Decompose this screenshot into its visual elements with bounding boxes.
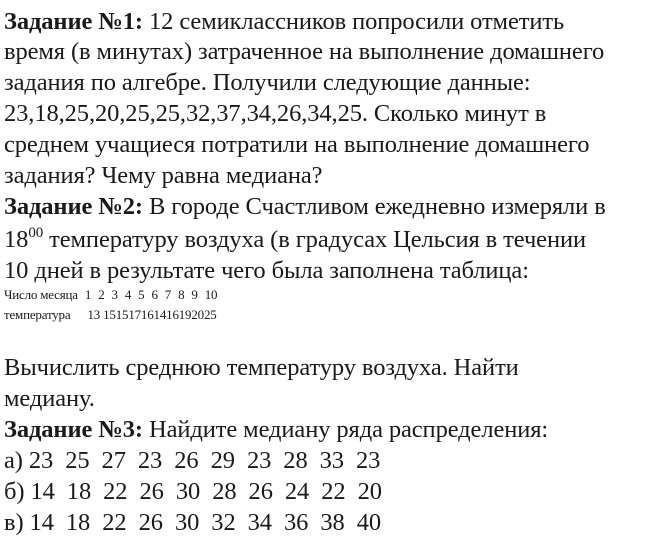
table-row-days-label: Число месяца — [4, 287, 78, 302]
task3-text-1: Найдите медиану ряда распределения: — [143, 416, 549, 443]
table-cell: 15 — [115, 307, 129, 322]
task2-text-1: В городе Счастливом ежедневно измеряли в — [143, 193, 606, 220]
table-cell: 17 — [128, 307, 141, 322]
task2-line-2 — [4, 226, 586, 257]
table-cell: 15 — [103, 307, 116, 322]
table-cell: 13 — [87, 307, 101, 322]
task1-line-6: задания? Чему равна медиана? — [4, 162, 323, 189]
table-cell: 10 — [204, 287, 218, 302]
task1-line-2: время (в минутах) затраченное на выполнение домашнего — [4, 38, 605, 65]
table-cell: 2 — [98, 287, 105, 302]
table-cell: 3 — [111, 287, 118, 302]
table-cell: 6 — [151, 287, 158, 302]
task2-time-base: 18 — [4, 226, 29, 253]
task3-line-1 — [4, 416, 548, 444]
table-cell: 9 — [191, 287, 198, 302]
table-cell: 20 — [191, 307, 204, 322]
task3-row-a: а) 23 25 27 23 26 29 23 28 33 23 — [4, 447, 381, 474]
task2-question-1: Вычислить среднюю температуру воздуха. Найти — [4, 354, 519, 381]
table-row-temps-values — [87, 307, 216, 322]
task1-line-4: 23,18,25,20,25,25,32,37,34,26,34,25. Сколько минут в — [4, 100, 547, 127]
table-cell: 16 — [166, 307, 179, 322]
table-row-days-values — [85, 287, 224, 302]
table-cell: 5 — [138, 287, 145, 302]
task3-row-c: в) 14 18 22 26 30 32 34 36 38 40 — [4, 509, 382, 536]
task2-question-2: медиану. — [4, 385, 95, 412]
task2-label: Задание №2: — [4, 193, 143, 220]
task3-label: Задание №3: — [4, 416, 143, 443]
table-cell: 4 — [124, 287, 132, 302]
table-cell: 25 — [203, 307, 217, 322]
table-cell: 1 — [84, 287, 92, 302]
table-cell: 8 — [178, 287, 185, 302]
task1-line-1 — [4, 8, 564, 36]
task3-row-b: б) 14 18 22 26 30 28 26 24 22 20 — [4, 478, 382, 505]
task2-line-1 — [4, 193, 606, 221]
task1-text-1: 12 семиклассников попросили отметить — [143, 8, 565, 35]
table-cell: 7 — [164, 287, 172, 302]
task2-time-sup: 00 — [28, 225, 44, 241]
table-cell: 16 — [140, 307, 154, 322]
table-row-temps-label: температура — [4, 307, 71, 322]
task2-text-2: температуру воздуха (в градусах Цельсия в течении — [43, 226, 586, 253]
task1-label: Задание №1: — [4, 8, 143, 35]
table-cell: 19 — [178, 307, 192, 322]
task2-line-3: 10 дней в результате чего была заполнена таблица: — [4, 257, 529, 284]
table-row-temps — [4, 307, 217, 323]
table-row-days — [4, 287, 224, 303]
task1-line-3: задания по алгебре. Получили следующие данные: — [4, 69, 531, 96]
table-cell: 14 — [153, 307, 167, 322]
task1-line-5: среднем учащиеся потратили на выполнение домашнего — [4, 131, 590, 158]
